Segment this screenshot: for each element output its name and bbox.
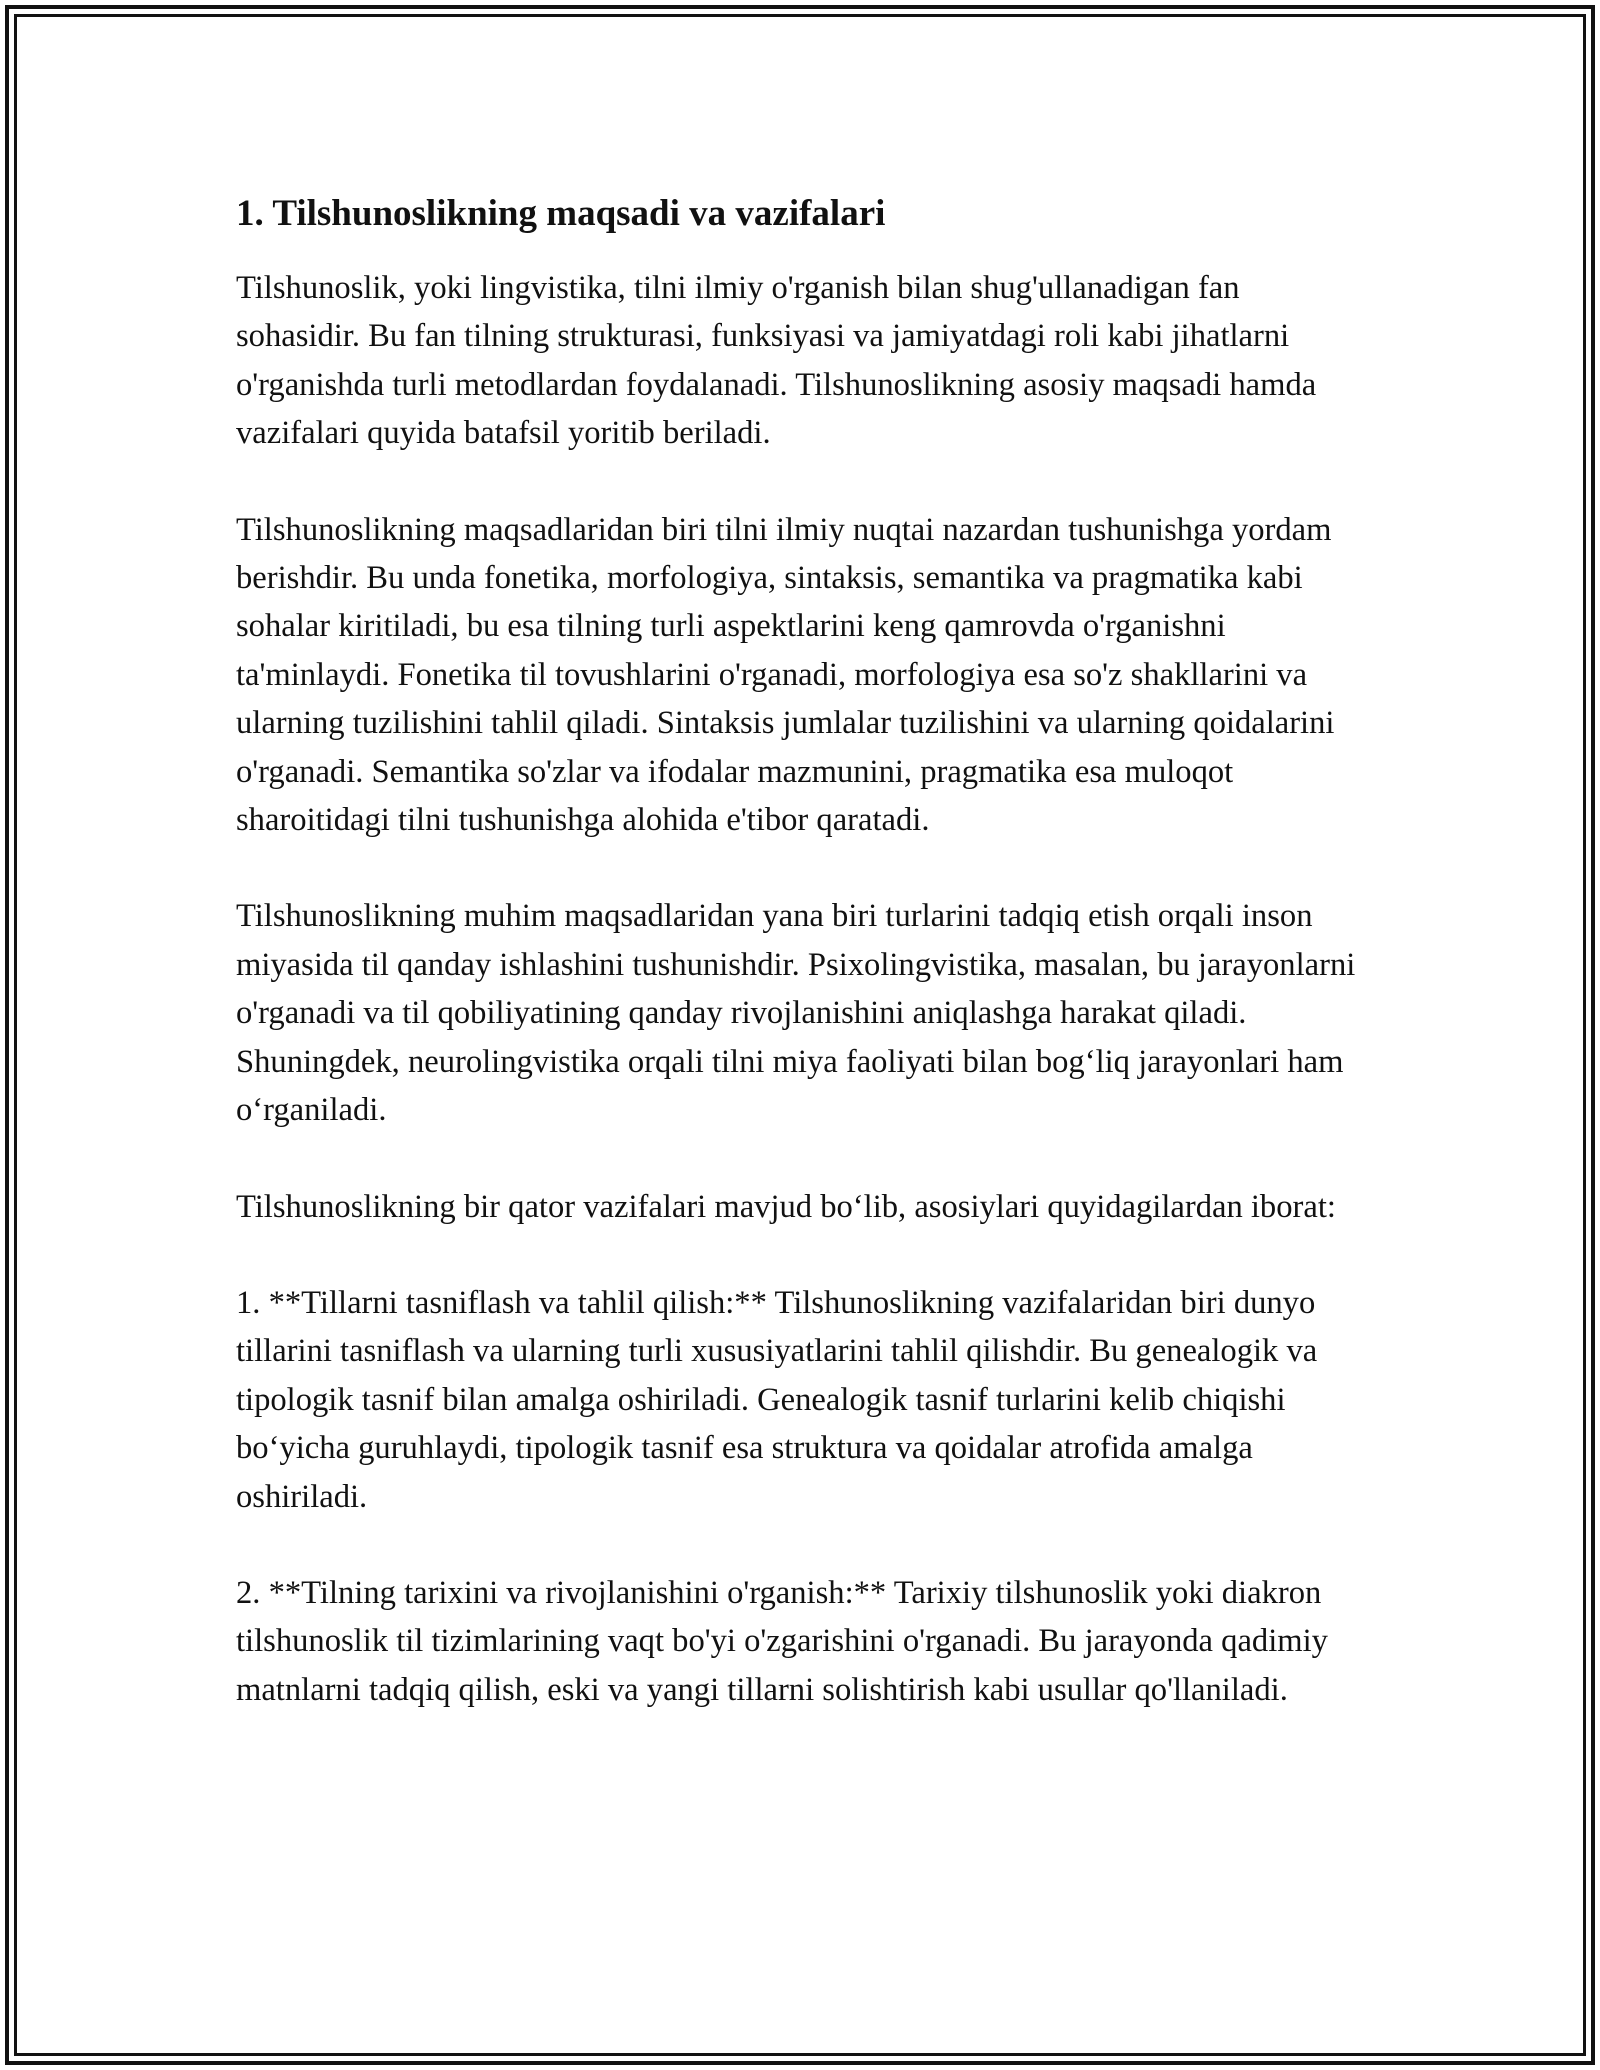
paragraph-tasks-intro: Tilshunoslikning bir qator vazifalari mavjud bo‘lib, asosiylari quyidagilardan iborat: bbox=[236, 1188, 1336, 1225]
paragraph-psycholinguistics: Tilshunoslikning muhim maqsadlaridan yana biri turlarini tadqiq etish orqali inson miyasida til qanday ishlashini tushunishdir. Psixolingvistika, masalan, bu jarayonlarni o'rganadi va til qobiliyatining qanday rivojlanishini aniqlashga harakat qiladi. Shuningdek, neurolingvistika orqali tilni miya faoliyati bilan bog‘liq jarayonlari ham o‘rganiladi. bbox=[236, 898, 1356, 1129]
document-body bbox=[236, 186, 1371, 1762]
paragraph-task-2: 2. **Tilning tarixini va rivojlanishini o'rganish:** Tarixiy tilshunoslik yoki diakron tilshunoslik til tizimlarining vaqt bo'yi o'zgarishini o'rganadi. Bu jarayonda qadimiy matnlarni tadqiq qilish, eski va yangi tillarni solishtirish kabi usullar qo'llaniladi. bbox=[236, 1574, 1328, 1708]
paragraph-intro: Tilshunoslik, yoki lingvistika, tilni ilmiy o'rganish bilan shug'ullanadigan fan sohasidir. Bu fan tilning strukturasi, funksiyasi va jamiyatdagi roli kabi jihatlarni o'rganishda turli metodlardan foydalanadi. Tilshunoslikning asosiy maqsadi hamda vazifalari quyida batafsil yoritib beriladi. bbox=[236, 270, 1317, 452]
paragraph-task-1: 1. **Tillarni tasniflash va tahlil qilish:** Tilshunoslikning vazifalaridan biri dunyo tillarini tasniflash va ularning turli xususiyatlarini tahlil qilishdir. Bu genealogik va tipologik tasnif bilan amalga oshiriladi. Genealogik tasnif turlarini kelib chiqishi bo‘yicha guruhlaydi, tipologik tasnif esa struktura va qoidalar atrofida amalga oshiriladi. bbox=[236, 1284, 1318, 1515]
paragraph-goals: Tilshunoslikning maqsadlaridan biri tilni ilmiy nuqtai nazardan tushunishga yordam berishdir. Bu unda fonetika, morfologiya, sintaksis, semantika va pragmatika kabi sohalar kiritiladi, bu esa tilning turli aspektlarini keng qamrovda o'rganishni ta'minlaydi. Fonetika til tovushlarini o'rganadi, morfologiya esa so'z shakllarini va ularning tuzilishini tahlil qiladi. Sintaksis jumlalar tuzilishini va ularning qoidalarini o'rganadi. Semantika so'zlar va ifodalar mazmunini, pragmatika esa muloqot sharoitidagi tilni tushunishga alohida e'tibor qaratadi. bbox=[236, 511, 1335, 839]
section-heading: 1. Tilshunoslikning maqsadi va vazifalari bbox=[236, 193, 886, 234]
